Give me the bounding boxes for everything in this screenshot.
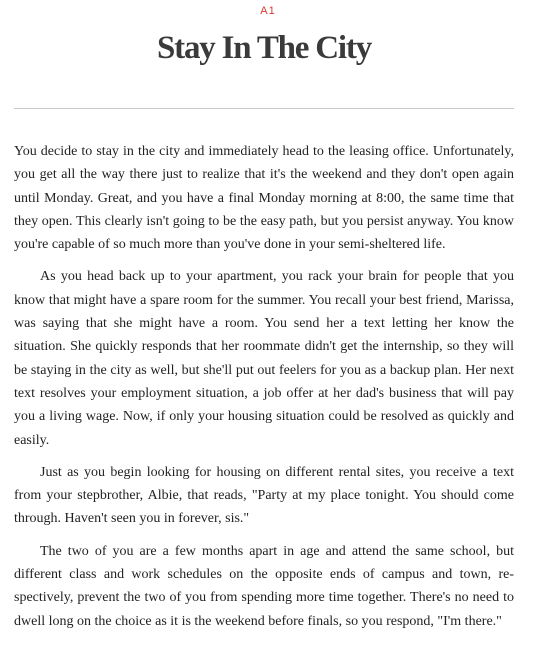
- chapter-label: A1: [260, 5, 276, 17]
- paragraph-2: As you head back up to your apartment, you rack your brain for people that you know that might have a spare room for the summer. You recall your best friend, Marissa, was saying that she might have a room. You send her a text letting her know the situation. She quickly responds that her roommate didn't get the internship, so they will be staying in the city as well, but she'll put out feelers for you as a backup plan. Her next text resolves your employment situation, a job offer at her dad's business that will pay you a living wage. Now, if only your housing situation could be resolved as quickly and easily.: [14, 269, 514, 448]
- paragraph-4: The two of you are a few months apart in age and attend the same school, but different class and work schedules on the opposite ends of campus and town, respectively, prevent the two of you from spending more time together. There's no need to dwell long on the choice as it is the weekend before finals, so you respond, "I'm there.": [14, 543, 514, 629]
- title-divider: [14, 108, 514, 109]
- chapter-body: [14, 140, 514, 642]
- paragraph-1: You decide to stay in the city and immediately head to the leasing office. Unfortunately, you get all the way there just to realize that it's the weekend and they don't open again until Monday. Great, and you have a final Monday morning at 8:00, the same time that they open. This clearly isn't going to be the easy path, but you persist anyway. You know you're capable of so much more than you've done in your semi-sheltered life.: [14, 144, 514, 253]
- chapter-title: Stay In The City: [157, 30, 371, 66]
- paragraph-3: Just as you begin looking for housing on different rental sites, you receive a text from your stepbrother, Albie, that reads, "Party at my place tonight. You should come through. Haven't seen you in forever, sis.": [14, 464, 514, 527]
